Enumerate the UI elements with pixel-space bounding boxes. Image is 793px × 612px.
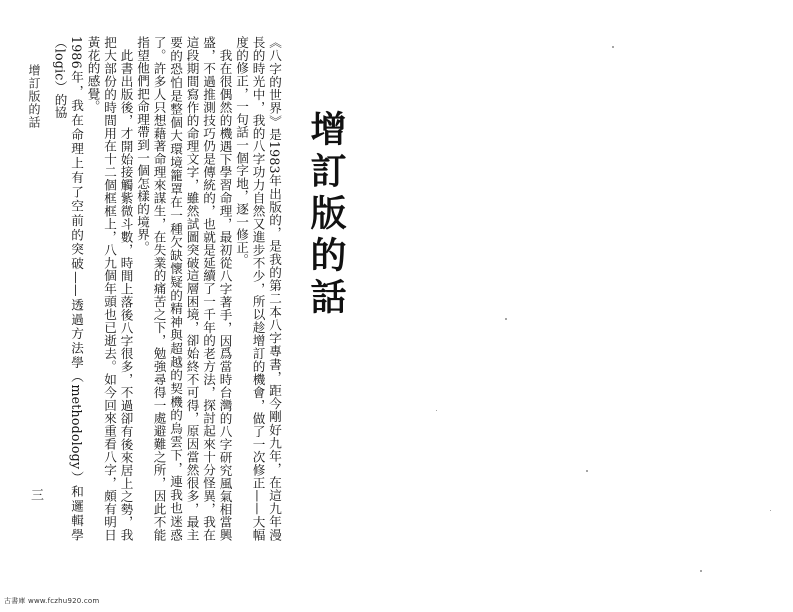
paragraph-3: 此書出版後，才開始接觸紫微斗數，時間上落後八字很多，不過卻有後來居上之勢，我把大部份的時間用在十二個框框上，八九個年頭也已逝去。如今回來重看八字，頗有明日黃花的感覺。 (85, 36, 134, 541)
paragraph-1: 《八字的世界》是1983年出版的，是我的第二本八字專書，距今剛好九年，在這九年漫長的時光中，我的八字功力自然又進步不少，所以趁增訂的機會，做了一次修正——大幅度的修正，一句話一個字地，逐一修正。 (234, 36, 282, 541)
scan-speck (505, 318, 507, 320)
body-text (52, 36, 282, 541)
running-head: 增訂版的話 (27, 64, 41, 129)
scan-speck (586, 470, 588, 472)
scan-speck (612, 46, 614, 48)
paragraph-2: 我在很偶然的機遇下學習命理，最初從八字著手，因爲當時台灣的八字研究風氣相當興盛，不過推測技巧仍是傳統的，也就是延續了一千年的老方法，探討起來十分怪異，我在這段期間寫作的命理文字，雖然試圖突破這層困境，卻始終不可得，原因當然很多，最主要的恐怕是整個大環境籠罩在一種欠缺懷疑的精神與超越的契機的烏雲下，連我也迷惑了。許多人只想藉著命理來謀生，在失業的痛苦之下，勉強尋得一處避難之所，因此不能指望他們把命理帶到一個怎樣的境界。 (135, 36, 233, 541)
scan-speck (770, 510, 771, 511)
scan-speck (436, 410, 437, 411)
page-title: 增訂版的話 (305, 110, 346, 320)
scan-speck (700, 570, 702, 572)
paragraph-4: 1986年，我在命理上有了空前的突破——透過方法學（methodology）和邏輯學（logic）的協 (52, 36, 84, 541)
page-number: 三 (28, 488, 43, 501)
footer-watermark: 古書庫 www.fczhu920.com (4, 597, 100, 605)
